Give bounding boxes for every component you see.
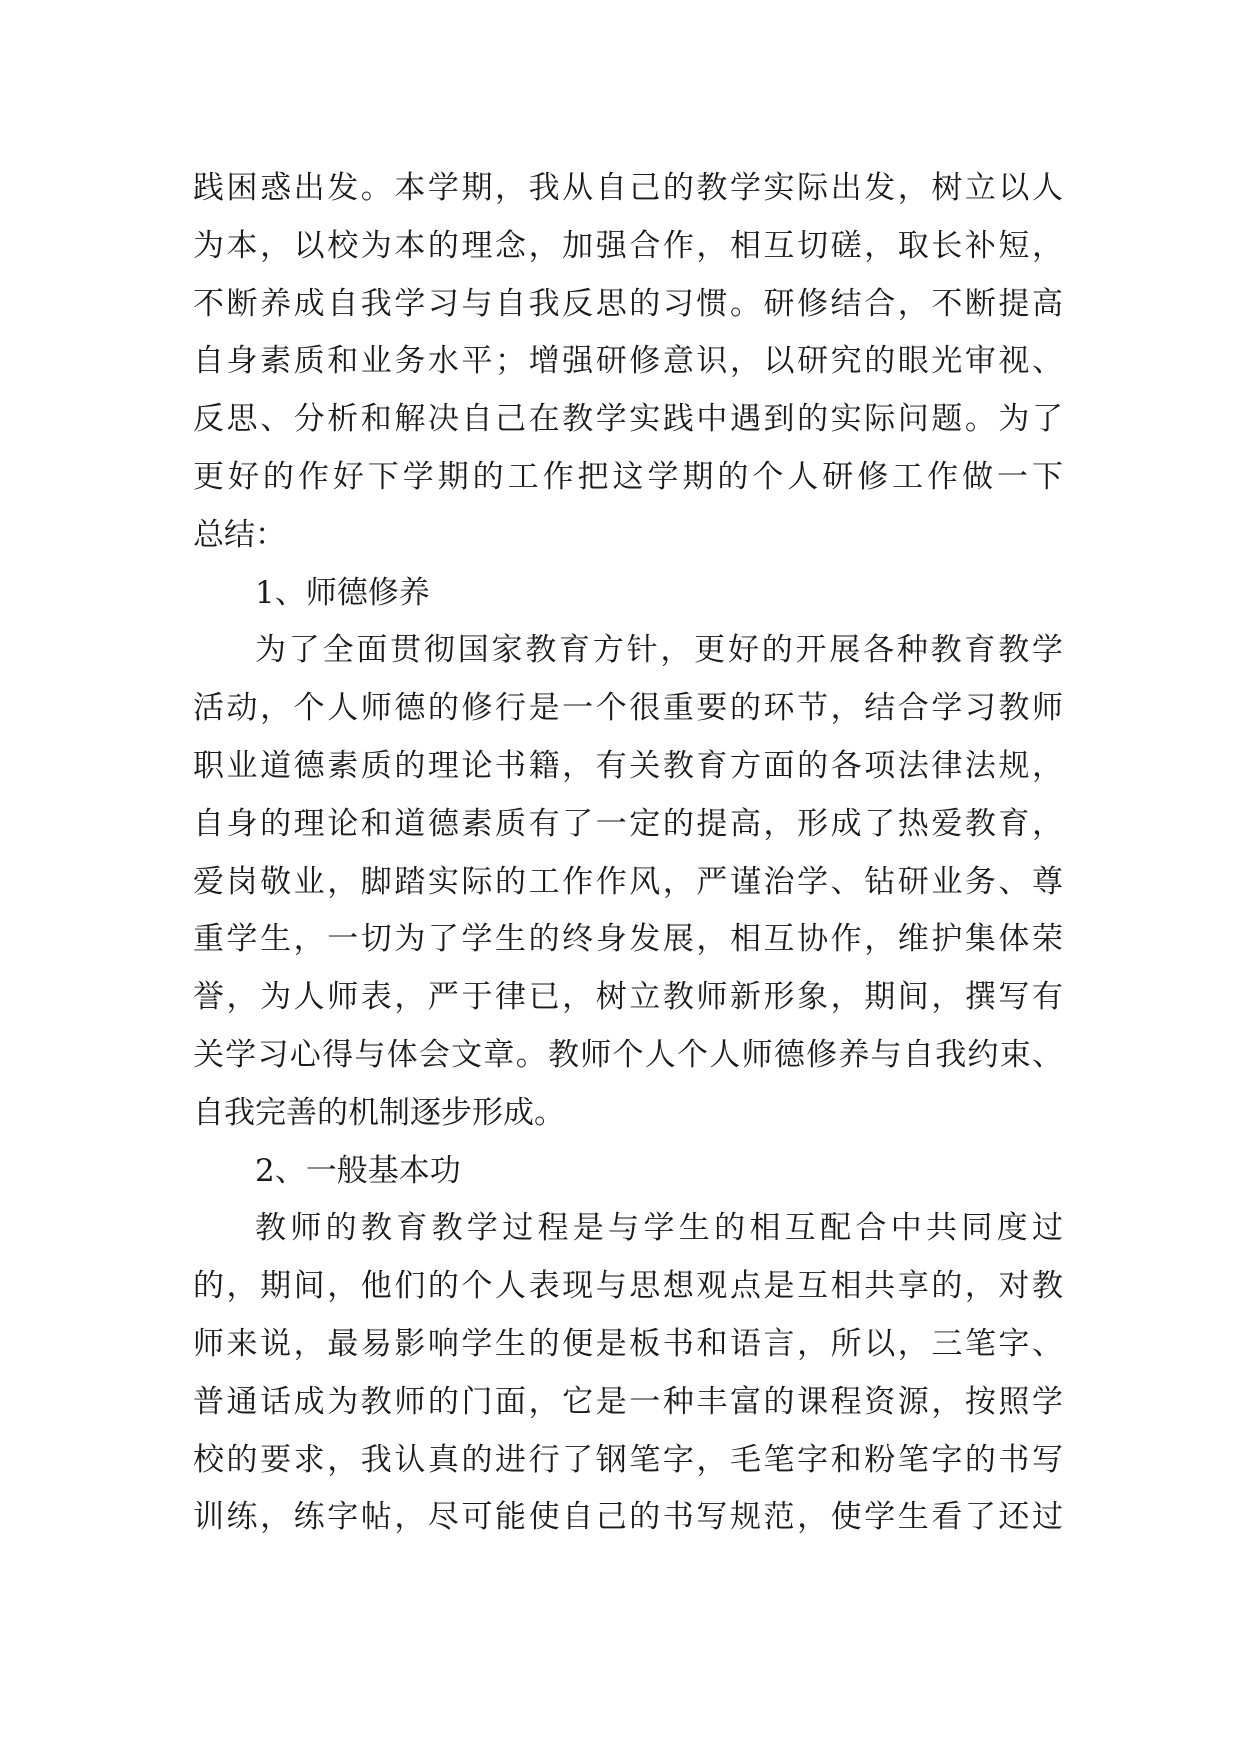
- text-line: 不断养成自我学习与自我反思的习惯。研修结合，不断提高: [193, 285, 1063, 322]
- text-line: 活动，个人师德的修行是一个很重要的环节，结合学习教师: [193, 690, 1063, 727]
- text-line: 自身的理论和道德素质有了一定的提高，形成了热爱教育，: [193, 805, 1063, 842]
- text-line: 自身素质和业务水平；增强研修意识，以研究的眼光审视、: [193, 343, 1063, 380]
- text-line: 师来说，最易影响学生的便是板书和语言，所以，三笔字、: [193, 1325, 1063, 1362]
- text-line: 自我完善的机制逐步形成。: [193, 1094, 565, 1131]
- text-line: 教师的教育教学过程是与学生的相互配合中共同度过: [255, 1210, 1063, 1247]
- document-body: [193, 160, 1063, 1547]
- text-line: 总结：: [193, 516, 286, 553]
- text-line: 普通话成为教师的门面，它是一种丰富的课程资源，按照学: [193, 1383, 1063, 1420]
- text-line: 誉，为人师表，严于律已，树立教师新形象，期间，撰写有: [193, 979, 1063, 1016]
- text-line: 重学生，一切为了学生的终身发展，相互协作，维护集体荣: [193, 921, 1063, 958]
- text-line: 的，期间，他们的个人表现与思想观点是互相共享的，对教: [193, 1268, 1063, 1305]
- text-line: 校的要求，我认真的进行了钢笔字，毛笔字和粉笔字的书写: [193, 1441, 1063, 1478]
- text-line: 1、师德修养: [255, 574, 430, 611]
- text-line: 反思、分析和解决自己在教学实践中遇到的实际问题。为了: [193, 401, 1063, 438]
- text-line: 2、一般基本功: [255, 1152, 461, 1189]
- text-line: 训练，练字帖，尽可能使自己的书写规范，使学生看了还过: [193, 1499, 1063, 1536]
- text-line: 为本，以校为本的理念，加强合作，相互切磋，取长补短，: [193, 227, 1063, 264]
- text-line: 为了全面贯彻国家教育方针，更好的开展各种教育教学: [255, 632, 1063, 669]
- text-line: 践困惑出发。本学期，我从自己的教学实际出发，树立以人: [193, 170, 1063, 206]
- text-line: 职业道德素质的理论书籍，有关教育方面的各项法律法规，: [193, 747, 1063, 784]
- text-line: 更好的作好下学期的工作把这学期的个人研修工作做一下: [193, 458, 1063, 495]
- text-line: 关学习心得与体会文章。教师个人个人师德修养与自我约束、: [193, 1036, 1063, 1073]
- text-line: 爱岗敬业，脚踏实际的工作作风，严谨治学、钻研业务、尊: [193, 863, 1063, 900]
